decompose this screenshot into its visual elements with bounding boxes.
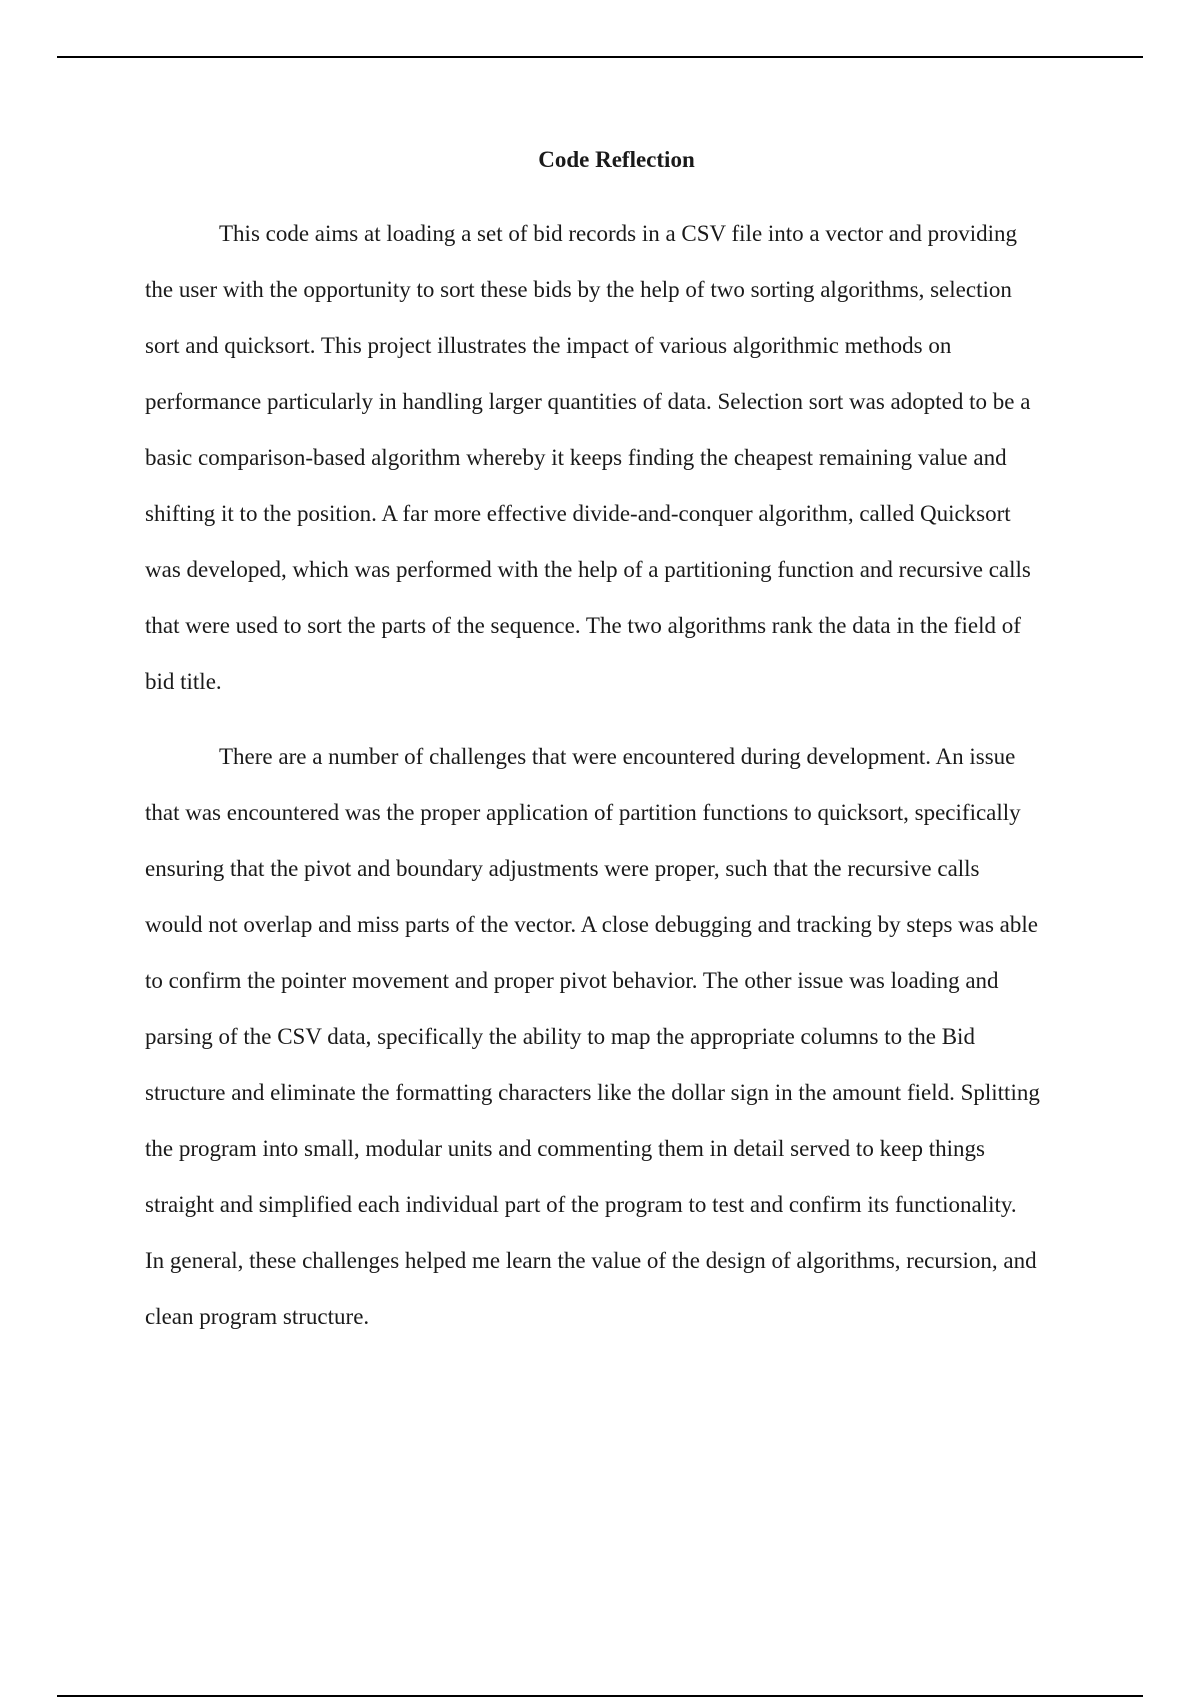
- paragraph-line: straight and simplified each individual part of the program to test and confirm its functionality.: [145, 1192, 1017, 1217]
- paragraph-line: bid title.: [145, 669, 222, 694]
- paragraph-line: to confirm the pointer movement and proper pivot behavior. The other issue was loading and: [145, 968, 999, 993]
- paragraph-line: ensuring that the pivot and boundary adjustments were proper, such that the recursive calls: [145, 856, 980, 881]
- paragraph-line: the program into small, modular units and commenting them in detail served to keep things: [145, 1136, 985, 1161]
- paragraph-line: was developed, which was performed with the help of a partitioning function and recursive calls: [145, 557, 1031, 582]
- paragraph-line: structure and eliminate the formatting characters like the dollar sign in the amount field. Splitting: [145, 1080, 1040, 1105]
- paragraph-line: the user with the opportunity to sort these bids by the help of two sorting algorithms, selection: [145, 277, 1012, 302]
- paragraph-line: performance particularly in handling larger quantities of data. Selection sort was adopted to be a: [145, 389, 1031, 414]
- paragraph-1: [145, 206, 1095, 710]
- paragraph-line: In general, these challenges helped me learn the value of the design of algorithms, recursion, and: [145, 1248, 1037, 1273]
- paragraph-line: that was encountered was the proper application of partition functions to quicksort, specifically: [145, 800, 1021, 825]
- paragraph-line: shifting it to the position. A far more effective divide-and-conquer algorithm, called Quicksort: [145, 501, 1011, 526]
- paragraph-line: This code aims at loading a set of bid records in a CSV file into a vector and providing: [219, 221, 1018, 246]
- paragraph-line: sort and quicksort. This project illustrates the impact of various algorithmic methods on: [145, 333, 952, 358]
- page-title: Code Reflection: [538, 147, 695, 172]
- paragraph-line: parsing of the CSV data, specifically the ability to map the appropriate columns to the Bid: [145, 1024, 975, 1049]
- paragraph-line: clean program structure.: [145, 1304, 370, 1329]
- paragraph-line: that were used to sort the parts of the sequence. The two algorithms rank the data in the field of: [145, 613, 1021, 638]
- footer-rule: [57, 1695, 1143, 1697]
- header-rule: [57, 56, 1143, 58]
- paragraph-line: basic comparison-based algorithm whereby it keeps finding the cheapest remaining value and: [145, 445, 1007, 470]
- paragraph-line: There are a number of challenges that were encountered during development. An issue: [219, 744, 1016, 769]
- paragraph-2: [145, 729, 1095, 1345]
- paragraph-line: would not overlap and miss parts of the vector. A close debugging and tracking by steps was able: [145, 912, 1038, 937]
